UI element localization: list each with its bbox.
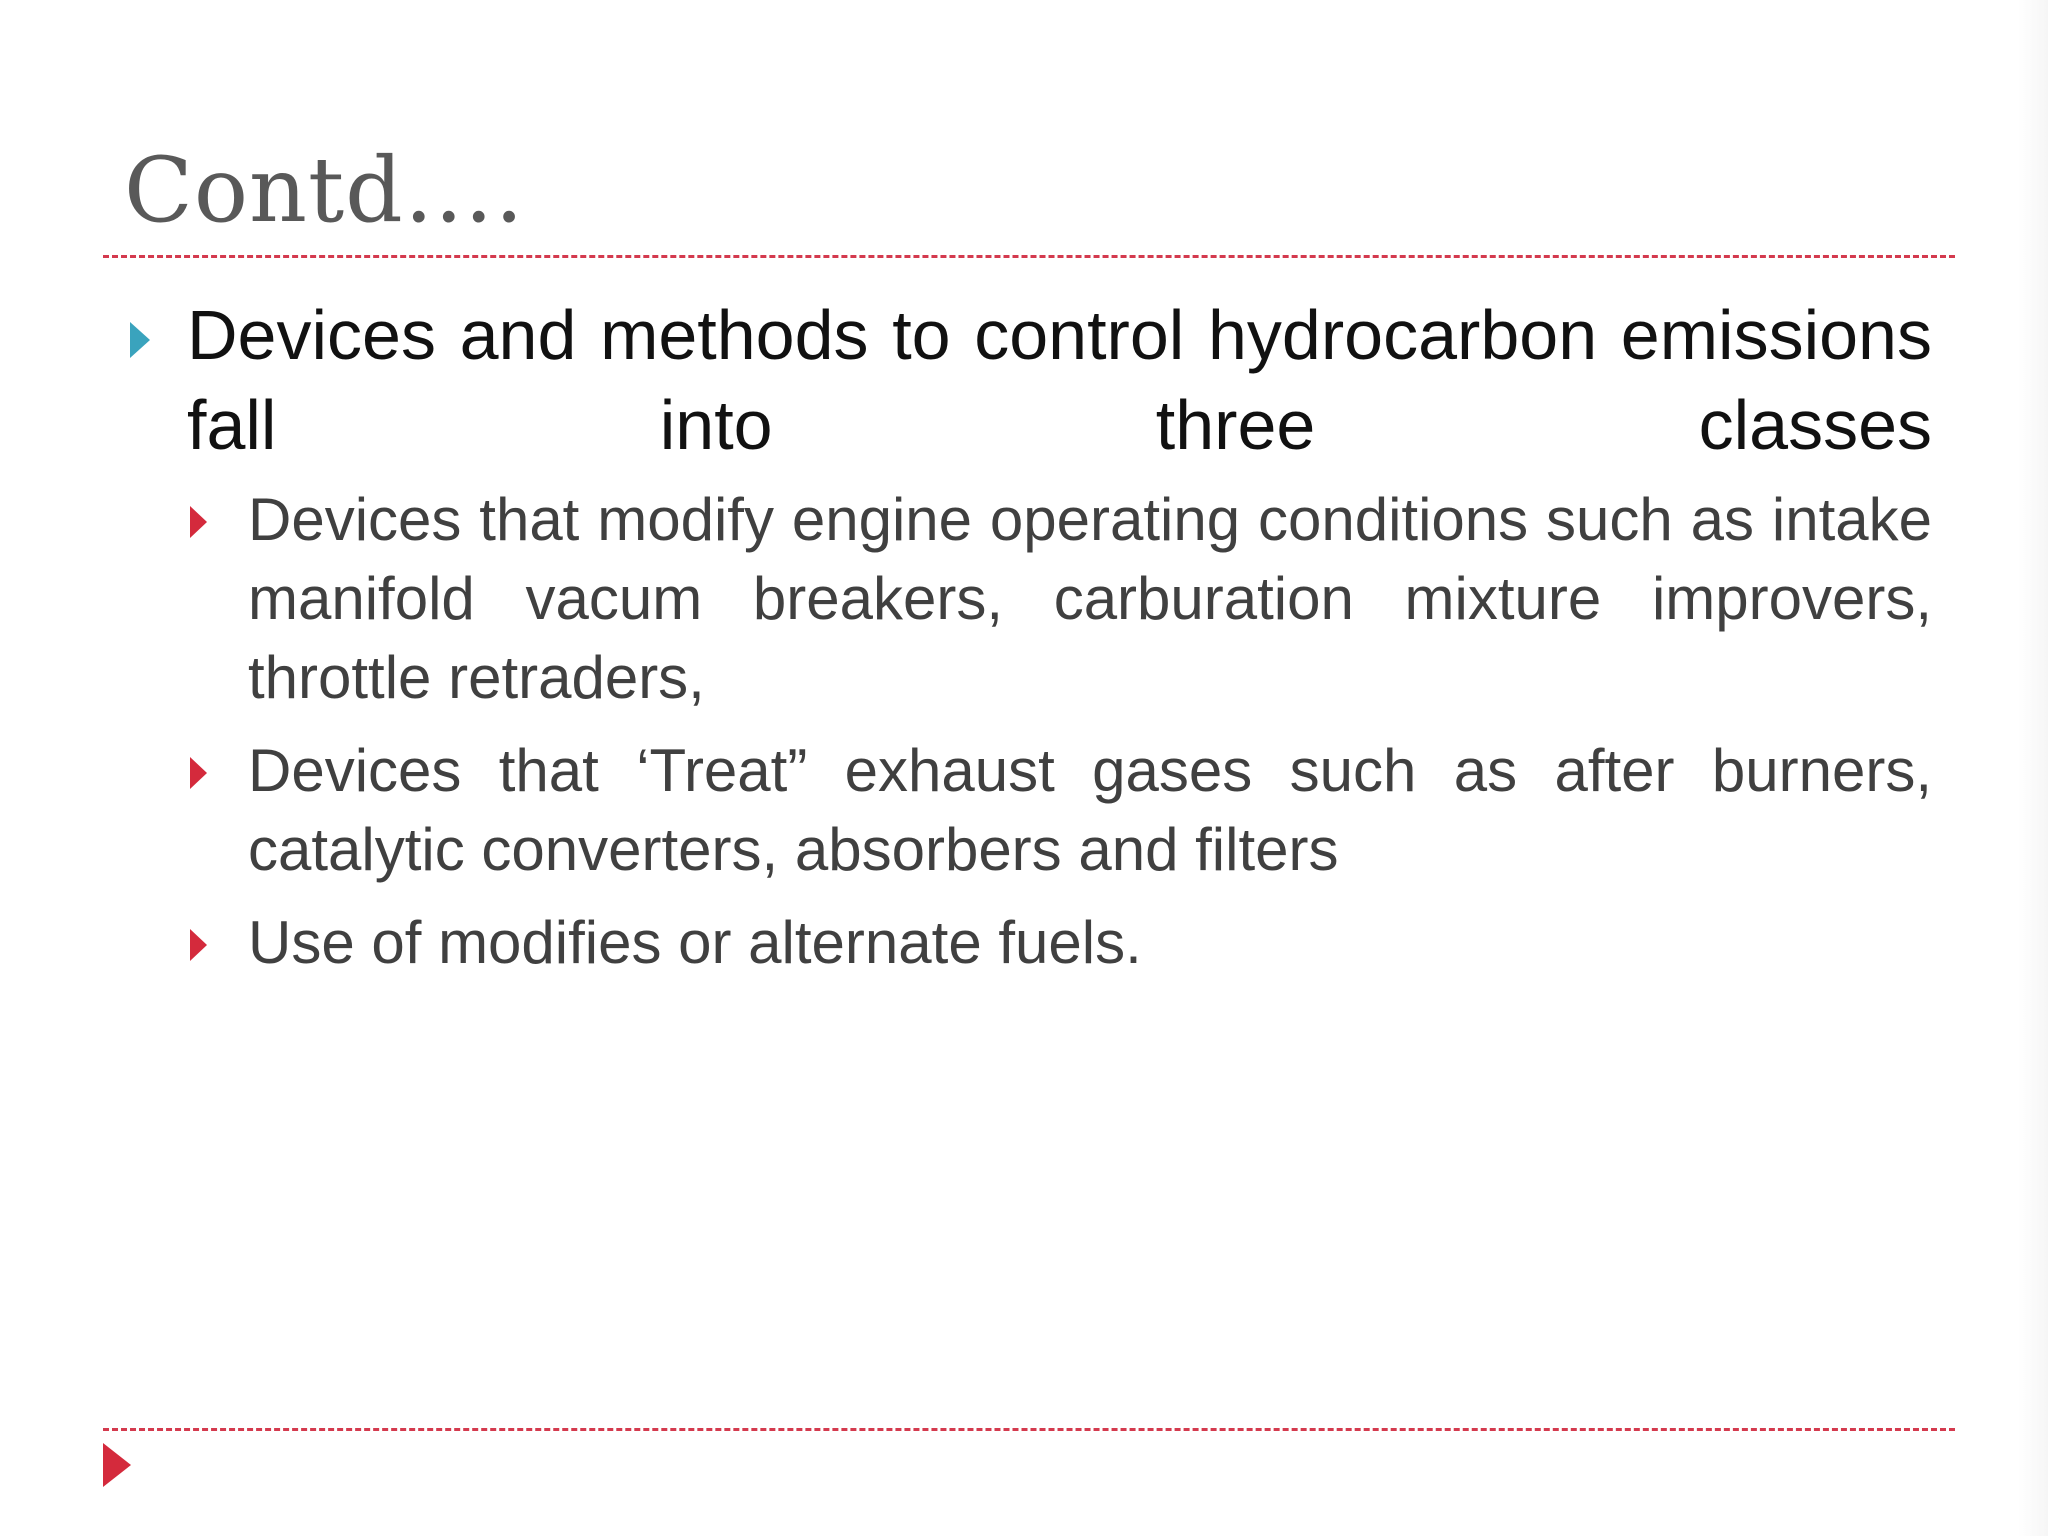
- edge-shade: [2018, 0, 2048, 1536]
- sub-bullet-triangle-icon: [190, 757, 207, 789]
- sub-bullet-triangle-icon: [190, 506, 207, 538]
- sub-bullet-triangle-icon: [190, 929, 207, 961]
- sub-bullet-text: Use of modifies or alternate fuels.: [248, 909, 1142, 976]
- main-bullet-label: Devices and methods to control hydrocarbon emissions fall into three classes: [187, 296, 1932, 464]
- sub-bullet-text: Devices that modify engine operating conditions such as intake manifold vacum breakers, carburation mixture improvers, throttle retraders,: [248, 486, 1932, 711]
- page-title: Contd….: [124, 138, 525, 243]
- bottom-divider: [103, 1428, 1955, 1431]
- sub-bullet-text: Devices that ‘Treat” exhaust gases such as after burners, catalytic converters, absorbers and filters: [248, 737, 1932, 883]
- bullet-triangle-icon: [130, 322, 150, 358]
- top-divider: [103, 255, 1955, 258]
- footer-triangle-icon: [103, 1443, 131, 1487]
